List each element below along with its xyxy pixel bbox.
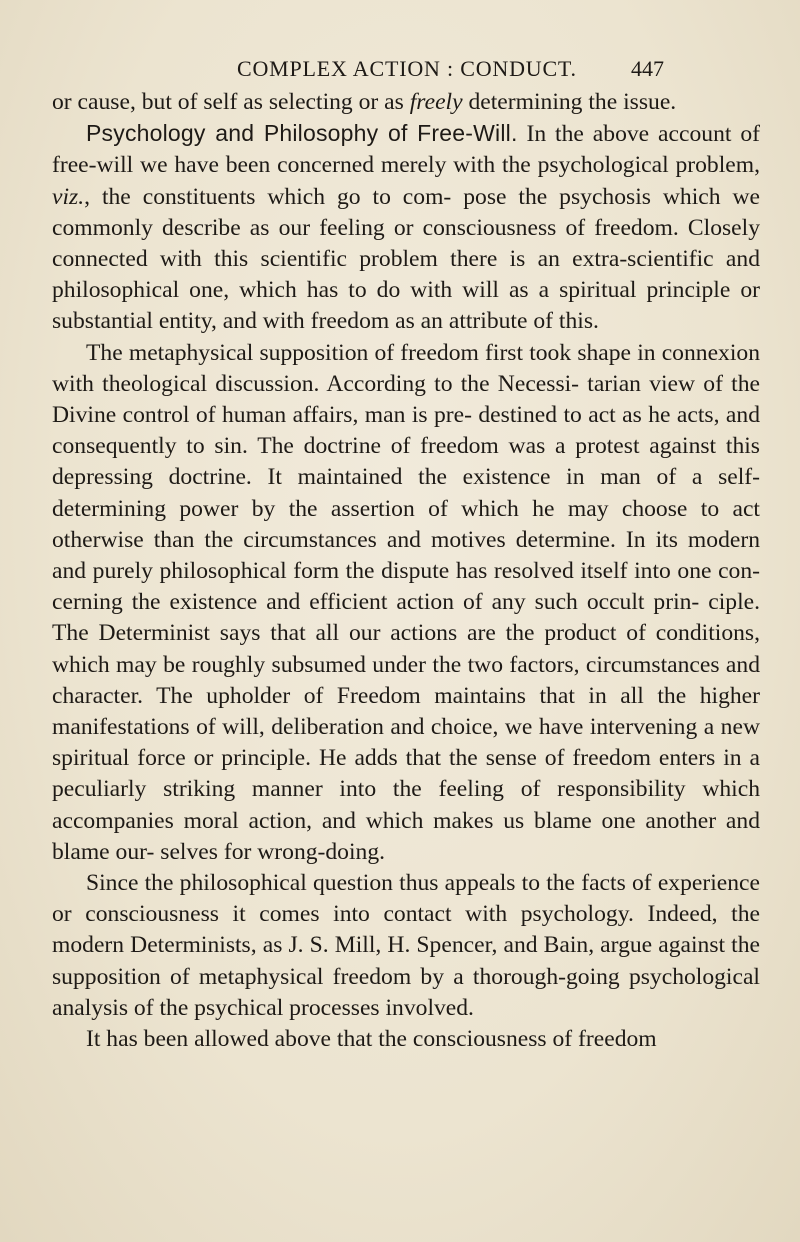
italic-viz: viz. <box>52 183 85 210</box>
running-head: COMPLEX ACTION : CONDUCT. <box>237 56 577 81</box>
paragraph-4: Since the philosophical question thus appeals to the facts of experience or consciousness it comes into contact with psychology. Indeed, the modern Determinists, as J. S. Mill, H. Spencer, and Bain, argue against the supposition of metaphysical freedom by a thorough-going psychological analysis of the psychical processes involved. <box>52 870 760 1021</box>
paragraph-2 <box>52 118 760 337</box>
italic-freely: freely <box>409 89 463 115</box>
paragraph-5: It has been allowed above that the consciousness of freedom <box>86 1026 657 1053</box>
paragraph-2-text-end: , the constituents which go to com- pose the psychosis which we commonly describe as our feeling or consciousness of freedom. Closely connected with this scientific problem there is an extra-scientific and philosophical one, which has to do with will as a spiritual principle or substantial entity, and with freedom as an attribute of this. <box>52 183 760 335</box>
body-text <box>52 87 760 1055</box>
paragraph-3: The metaphysical supposition of freedom first took shape in connexion with theological discussion. According to the Necessi- tarian view of the Divine control of human affairs, man is pre- destined to act as he acts, and consequently to sin. The doctrine of freedom was a protest against this depressing doctrine. It maintained the existence in man of a self-determining power by the assertion of which he may choose to act otherwise than the circumstances and motives determine. In its modern and purely philosophical form the dispute has resolved itself into one con- cerning the existence and efficient action of any such occult prin- ciple. The Determinist says that all our actions are the product of conditions, which may be roughly subsumed under the two factors, circumstances and character. The upholder of Freedom maintains that in all the higher manifestations of will, deliberation and choice, we have intervening a new spiritual force or principle. He adds that the sense of freedom enters in a peculiarly striking manner into the feeling of responsibility which accompanies moral action, and which makes us blame one another and blame our- selves for wrong-doing. <box>52 339 760 865</box>
paragraph-1 <box>52 87 760 118</box>
page-header <box>0 50 800 80</box>
paragraph-1-text-end: determining the issue. <box>462 89 677 115</box>
paragraph-1-text-start: or cause, but of self as selecting or as <box>52 89 410 115</box>
page-number: 447 <box>631 56 664 81</box>
paragraph-2-text-start: In the above account of free-will we have been concerned merely with the psychological problem, <box>52 121 760 179</box>
section-heading: Psychology and Philosophy of Free-Will. <box>86 120 518 147</box>
